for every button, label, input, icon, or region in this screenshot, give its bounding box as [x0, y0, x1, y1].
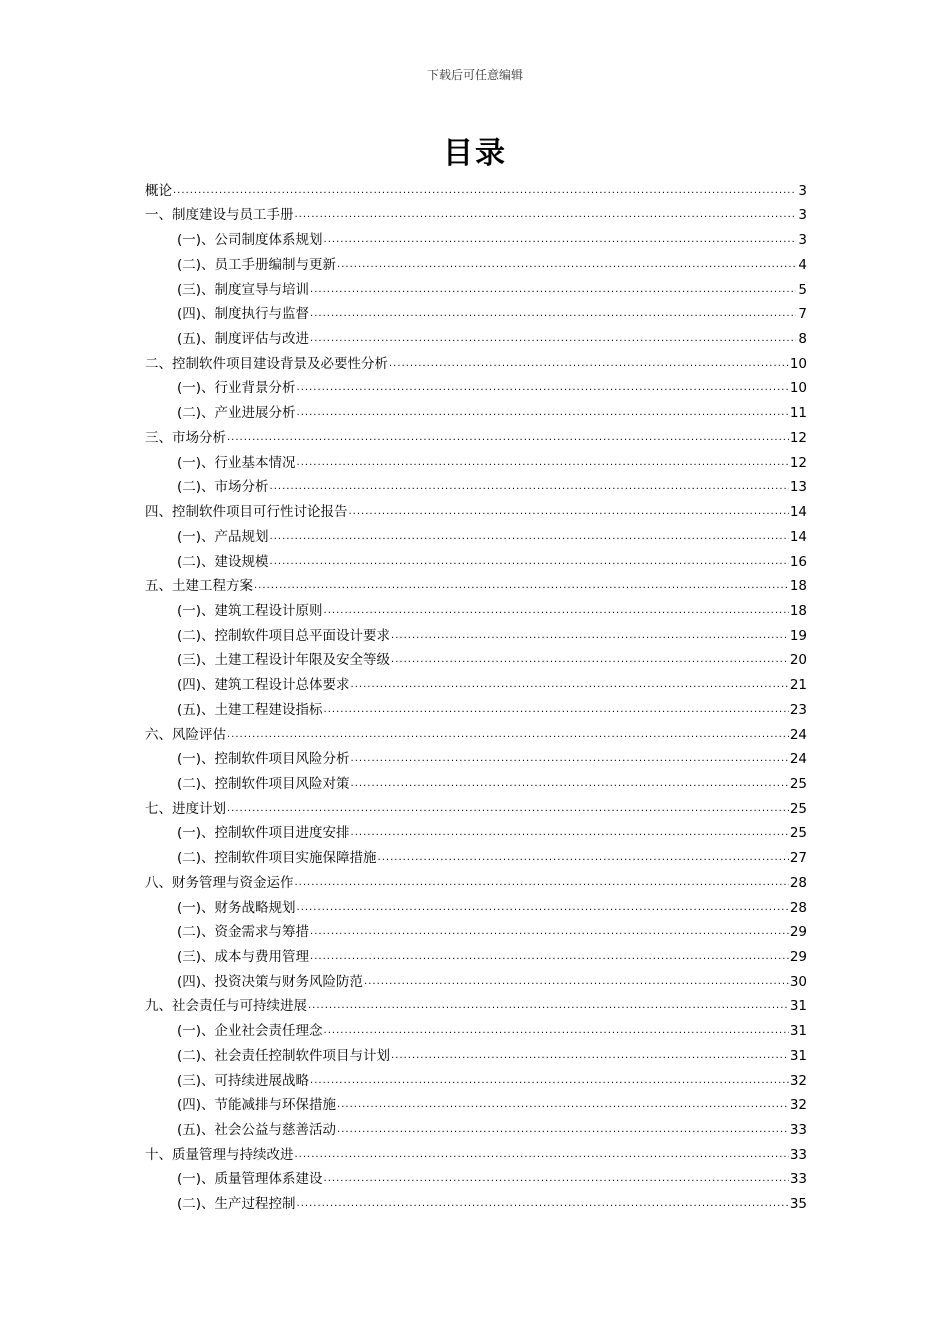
toc-dot-leader: [324, 703, 789, 717]
toc-entry-label: 四、控制软件项目可行性讨论报告: [145, 504, 348, 521]
toc-dot-leader: [270, 555, 789, 569]
toc-page-number: 31: [789, 998, 807, 1015]
toc-entry[interactable]: [145, 175, 807, 200]
toc-subentry[interactable]: [145, 645, 807, 670]
toc-dot-leader: [310, 332, 796, 346]
toc-dot-leader: [297, 381, 789, 395]
toc-page-number: 5: [798, 281, 807, 298]
toc-entry-label: 六、风险评估: [145, 726, 226, 743]
toc-page-number: 16: [789, 553, 807, 570]
toc-subentry[interactable]: [145, 323, 807, 348]
toc-page-number: 25: [789, 825, 807, 842]
toc-dot-leader: [391, 653, 789, 667]
toc-entry-label: (三)、土建工程设计年限及安全等级: [177, 652, 391, 669]
toc-page-number: 20: [789, 652, 807, 669]
toc-entry-label: 二、控制软件项目建设背景及必要性分析: [145, 355, 388, 372]
toc-page-number: 25: [789, 800, 807, 817]
toc-subentry[interactable]: [145, 842, 807, 867]
toc-subentry[interactable]: [145, 669, 807, 694]
toc-dot-leader: [337, 1123, 789, 1137]
toc-dot-leader: [310, 283, 796, 297]
toc-entry-label: 五、土建工程方案: [145, 578, 253, 595]
toc-page-number: 32: [789, 1072, 807, 1089]
toc-subentry[interactable]: [145, 917, 807, 942]
toc-dot-leader: [351, 752, 789, 766]
toc-dot-leader: [391, 629, 789, 643]
toc-subentry[interactable]: [145, 546, 807, 571]
toc-dot-leader: [297, 1197, 789, 1211]
toc-entry-label: (一)、行业基本情况: [177, 454, 296, 471]
toc-subentry[interactable]: [145, 1065, 807, 1090]
toc-dot-leader: [227, 802, 789, 816]
toc-subentry[interactable]: [145, 447, 807, 472]
toc-page-number: 8: [798, 331, 807, 348]
toc-entry[interactable]: [145, 867, 807, 892]
toc-entry-label: (一)、产品规划: [177, 528, 269, 545]
toc-entry-label: (二)、社会责任控制软件项目与计划: [177, 1047, 391, 1064]
toc-page-number: 27: [789, 850, 807, 867]
toc-dot-leader: [297, 901, 789, 915]
toc-dot-leader: [310, 1074, 789, 1088]
toc-entry[interactable]: [145, 496, 807, 521]
toc-dot-leader: [295, 1148, 789, 1162]
toc-page-number: 24: [789, 726, 807, 743]
toc-subentry[interactable]: [145, 1188, 807, 1213]
toc-entry-label: (二)、市场分析: [177, 479, 269, 496]
page-title: 目录: [443, 136, 507, 171]
toc-entry-label: (一)、质量管理体系建设: [177, 1171, 323, 1188]
toc-entry[interactable]: [145, 793, 807, 818]
toc-page-number: 32: [789, 1097, 807, 1114]
toc-dot-leader: [364, 975, 789, 989]
toc-dot-leader: [297, 406, 789, 420]
toc-dot-leader: [351, 777, 789, 791]
toc-subentry[interactable]: [145, 1015, 807, 1040]
toc-subentry[interactable]: [145, 1114, 807, 1139]
toc-entry-label: 概论: [145, 182, 172, 199]
toc-subentry[interactable]: [145, 818, 807, 843]
toc-entry-label: 七、进度计划: [145, 800, 226, 817]
toc-dot-leader: [337, 1098, 789, 1112]
toc-entry-label: (一)、公司制度体系规划: [177, 232, 323, 249]
toc-page-number: 14: [789, 528, 807, 545]
toc-entry[interactable]: [145, 571, 807, 596]
toc-page-number: 3: [798, 207, 807, 224]
toc-entry-label: (五)、社会公益与慈善活动: [177, 1122, 337, 1139]
toc-dot-leader: [270, 530, 789, 544]
toc-subentry[interactable]: [145, 941, 807, 966]
toc-dot-leader: [324, 1024, 789, 1038]
toc-subentry[interactable]: [145, 224, 807, 249]
toc-page-number: 4: [798, 256, 807, 273]
toc-page-number: 28: [789, 899, 807, 916]
toc-page-number: 28: [789, 874, 807, 891]
toc-entry-label: (四)、投资决策与财务风险防范: [177, 973, 364, 990]
toc-entry-label: (三)、成本与费用管理: [177, 949, 310, 965]
toc-subentry[interactable]: [145, 744, 807, 769]
toc-entry[interactable]: [145, 422, 807, 447]
toc-dot-leader: [308, 999, 789, 1013]
toc-dot-leader: [324, 1172, 789, 1186]
toc-entry-label: (三)、可持续进展战略: [177, 1072, 310, 1089]
toc-page-number: 35: [789, 1196, 807, 1213]
toc-entry[interactable]: [145, 348, 807, 373]
toc-page-number: 31: [789, 1023, 807, 1040]
toc-entry-label: (二)、控制软件项目实施保障措施: [177, 850, 377, 867]
header-note: 下载后可任意编辑: [426, 68, 523, 82]
toc-entry-label: 九、社会责任与可持续进展: [145, 998, 307, 1015]
toc-subentry[interactable]: [145, 595, 807, 620]
toc-dot-leader: [351, 678, 789, 692]
toc-page-number: 30: [789, 973, 807, 990]
toc-page-number: 12: [789, 429, 807, 446]
toc-page-number: 7: [798, 306, 807, 323]
toc-dot-leader: [227, 728, 789, 742]
toc-entry[interactable]: [145, 1139, 807, 1164]
toc-dot-leader: [227, 431, 789, 445]
toc-page-number: 10: [789, 355, 807, 372]
toc-page-number: 29: [789, 924, 807, 941]
toc-subentry[interactable]: [145, 472, 807, 497]
toc-page-number: 11: [789, 405, 807, 422]
toc-dot-leader: [295, 876, 789, 890]
toc-entry-label: (二)、控制软件项目风险对策: [177, 775, 350, 792]
toc-subentry[interactable]: [145, 299, 807, 324]
toc-subentry[interactable]: [145, 620, 807, 645]
toc-entry-label: (四)、建筑工程设计总体要求: [177, 677, 350, 694]
toc-page-number: 10: [789, 380, 807, 397]
toc-subentry[interactable]: [145, 249, 807, 274]
toc-entry-label: (一)、企业社会责任理念: [177, 1023, 323, 1040]
toc-entry-label: (一)、财务战略规划: [177, 899, 296, 916]
toc-page-number: 3: [798, 182, 807, 199]
toc-entry-label: (三)、制度宣导与培训: [177, 281, 310, 298]
toc-page-number: 18: [789, 602, 807, 619]
toc-entry-label: (一)、控制软件项目风险分析: [177, 751, 350, 768]
toc-entry-label: (一)、行业背景分析: [177, 380, 296, 397]
toc-dot-leader: [391, 1049, 789, 1063]
toc-subentry[interactable]: [145, 1164, 807, 1189]
toc-dot-leader: [310, 950, 789, 964]
toc-page-number: 33: [789, 1122, 807, 1139]
toc-page-number: 24: [789, 751, 807, 768]
toc-entry-label: 三、市场分析: [145, 429, 226, 446]
toc-subentry[interactable]: [145, 373, 807, 398]
toc-page-number: 3: [798, 232, 807, 249]
toc-entry[interactable]: [145, 719, 807, 744]
toc-page-number: 25: [789, 775, 807, 792]
toc-dot-leader: [173, 184, 796, 198]
toc-entry[interactable]: [145, 991, 807, 1016]
toc-entry-label: 一、制度建设与员工手册: [145, 207, 294, 224]
toc-page-number: 29: [789, 949, 807, 965]
toc-entry-label: (二)、建设规模: [177, 553, 269, 570]
toc-dot-leader: [351, 826, 789, 840]
toc-dot-leader: [310, 925, 789, 939]
toc-entry-label: (二)、资金需求与筹措: [177, 924, 310, 941]
toc-dot-leader: [310, 307, 796, 321]
toc-page-number: 19: [789, 627, 807, 644]
toc-dot-leader: [389, 357, 789, 371]
toc-entry-label: 八、财务管理与资金运作: [145, 874, 294, 891]
toc-subentry[interactable]: [145, 1040, 807, 1065]
toc-page-number: 18: [789, 578, 807, 595]
toc-page-number: 33: [789, 1146, 807, 1163]
toc-entry-label: (五)、制度评估与改进: [177, 331, 310, 348]
toc-subentry[interactable]: [145, 397, 807, 422]
toc-entry-label: (四)、制度执行与监督: [177, 306, 310, 323]
toc-entry-label: 十、质量管理与持续改进: [145, 1146, 294, 1163]
toc-dot-leader: [295, 208, 797, 222]
toc-entry-label: (二)、产业进展分析: [177, 405, 296, 422]
toc-dot-leader: [324, 233, 796, 247]
toc-dot-leader: [337, 258, 796, 272]
toc-entry-label: (四)、节能减排与环保措施: [177, 1097, 337, 1114]
toc-entry-label: (一)、控制软件项目进度安排: [177, 825, 350, 842]
table-of-contents: [145, 175, 807, 1213]
toc-dot-leader: [349, 505, 789, 519]
toc-entry-label: (二)、员工手册编制与更新: [177, 256, 337, 273]
toc-dot-leader: [324, 604, 789, 618]
toc-page-number: 14: [789, 504, 807, 521]
toc-page-number: 23: [789, 701, 807, 718]
toc-subentry[interactable]: [145, 521, 807, 546]
toc-entry-label: (二)、控制软件项目总平面设计要求: [177, 627, 391, 644]
toc-entry-label: (二)、生产过程控制: [177, 1196, 296, 1213]
toc-subentry[interactable]: [145, 966, 807, 991]
toc-subentry[interactable]: [145, 892, 807, 917]
toc-page-number: 33: [789, 1171, 807, 1188]
toc-dot-leader: [254, 579, 789, 593]
toc-dot-leader: [378, 851, 789, 865]
toc-page-number: 21: [789, 677, 807, 694]
toc-entry[interactable]: [145, 200, 807, 225]
toc-page-number: 12: [789, 454, 807, 471]
toc-page-number: 13: [789, 479, 807, 496]
toc-subentry[interactable]: [145, 1090, 807, 1115]
toc-dot-leader: [270, 480, 789, 494]
toc-page-number: 31: [789, 1047, 807, 1064]
toc-subentry[interactable]: [145, 274, 807, 299]
toc-subentry[interactable]: [145, 694, 807, 719]
toc-entry-label: (五)、土建工程建设指标: [177, 701, 323, 718]
toc-entry-label: (一)、建筑工程设计原则: [177, 602, 323, 619]
toc-dot-leader: [297, 456, 789, 470]
toc-subentry[interactable]: [145, 768, 807, 793]
